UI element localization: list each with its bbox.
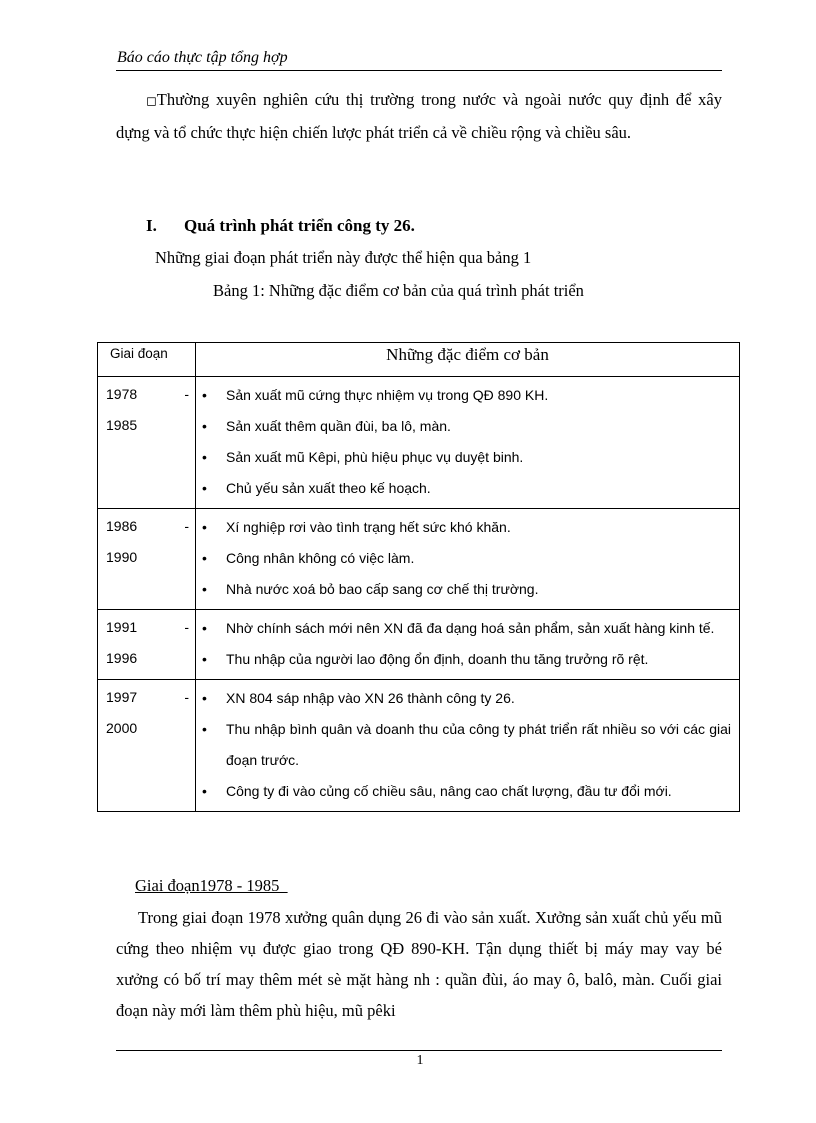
feature-list — [196, 377, 739, 508]
feature-item: • Chủ yếu sản xuất theo kế hoạch. — [226, 473, 731, 504]
table-caption: Bảng 1: Những đặc điểm cơ bản của quá trình phát triển — [213, 281, 584, 300]
period-cell — [98, 610, 196, 680]
feature-item: • Thu nhập của người lao động ổn định, doanh thu tăng trưởng rõ rệt. — [226, 644, 731, 675]
column-header-period: Giai đoạn — [98, 343, 196, 377]
subsection-heading — [135, 876, 288, 896]
square-bullet-icon: ◻ — [146, 94, 157, 109]
feature-list — [196, 610, 739, 679]
page-number: 1 — [416, 1053, 424, 1068]
features-cell — [196, 509, 740, 610]
feature-item: • Nhờ chính sách mới nên XN đã đa dạng hoá sản phẩm, sản xuất hàng kinh tế. — [226, 613, 731, 644]
feature-list — [196, 680, 739, 811]
footer-rule — [116, 1050, 722, 1051]
feature-item: • Công ty đi vào củng cố chiều sâu, nâng cao chất lượng, đầu tư đổi mới. — [226, 776, 731, 807]
feature-item: • Xí nghiệp rơi vào tình trạng hết sức khó khăn. — [226, 512, 731, 543]
header-rule — [116, 70, 722, 71]
table-row — [98, 377, 740, 509]
intro-paragraph — [116, 84, 722, 148]
development-stages-table — [97, 342, 740, 812]
page-header-title: Báo cáo thực tập tổng hợp — [117, 49, 288, 66]
period-cell — [98, 377, 196, 509]
feature-item: • Thu nhập bình quân và doanh thu của công ty phát triển rất nhiều so với các giai đoạn trước. — [226, 714, 731, 776]
table-row — [98, 680, 740, 812]
feature-item: • Sản xuất mũ Kêpi, phù hiệu phục vụ duyệt binh. — [226, 442, 731, 473]
feature-item: • Nhà nước xoá bỏ bao cấp sang cơ chế thị trường. — [226, 574, 731, 605]
feature-item: • Sản xuất thêm quần đùi, ba lô, màn. — [226, 411, 731, 442]
period-dash: - — [184, 619, 189, 635]
period-dash: - — [184, 689, 189, 705]
section-heading — [146, 216, 415, 236]
feature-item: • XN 804 sáp nhập vào XN 26 thành công ty 26. — [226, 683, 731, 714]
intro-text: Thường xuyên nghiên cứu thị trường trong nước và ngoài nước quy định để xây dựng và tổ chức thực hiện chiến lược phát triển cả về chiều rộng và chiều sâu. — [116, 90, 722, 142]
features-cell — [196, 377, 740, 509]
period-cell — [98, 680, 196, 812]
subsection-heading-text: Giai đoạn1978 - 1985 — [135, 876, 288, 895]
features-cell — [196, 610, 740, 680]
period-end-year: 1985 — [106, 417, 138, 433]
feature-item: • Sản xuất mũ cứng thực nhiệm vụ trong QĐ 890 KH. — [226, 380, 731, 411]
period-start-year: 1986 — [106, 518, 138, 534]
feature-list — [196, 509, 739, 609]
table-row — [98, 509, 740, 610]
table-header-row — [98, 343, 740, 377]
period-cell — [98, 509, 196, 610]
period-dash: - — [184, 518, 189, 534]
section-number: I. — [146, 216, 157, 235]
period-start-year: 1978 — [106, 386, 138, 402]
period-end-year: 1996 — [106, 650, 138, 666]
period-start-year: 1997 — [106, 689, 138, 705]
feature-item: • Công nhân không có việc làm. — [226, 543, 731, 574]
period-end-year: 2000 — [106, 720, 138, 736]
period-end-year: 1990 — [106, 549, 138, 565]
section-title: Quá trình phát triển công ty 26. — [184, 216, 415, 235]
features-cell — [196, 680, 740, 812]
body-paragraph: Trong giai đoạn 1978 xưởng quân dụng 26 đi vào sản xuất. Xưởng sản xuất chủ yếu mũ cứng theo nhiệm vụ được giao trong QĐ 890-KH. Tận dụng thiết bị máy may vay bé xưởng có bố trí may thêm mét sè mặt hàng nh : quần đùi, áo may ô, balô, màn. Cuối giai đoạn này mới làm thêm phù hiệu, mũ pêki — [116, 908, 722, 1020]
table-row — [98, 610, 740, 680]
period-dash: - — [184, 386, 189, 402]
period-start-year: 1991 — [106, 619, 138, 635]
column-header-features: Những đặc điểm cơ bản — [196, 343, 740, 377]
lead-sentence: Những giai đoạn phát triển này được thể hiện qua bảng 1 — [155, 248, 532, 267]
